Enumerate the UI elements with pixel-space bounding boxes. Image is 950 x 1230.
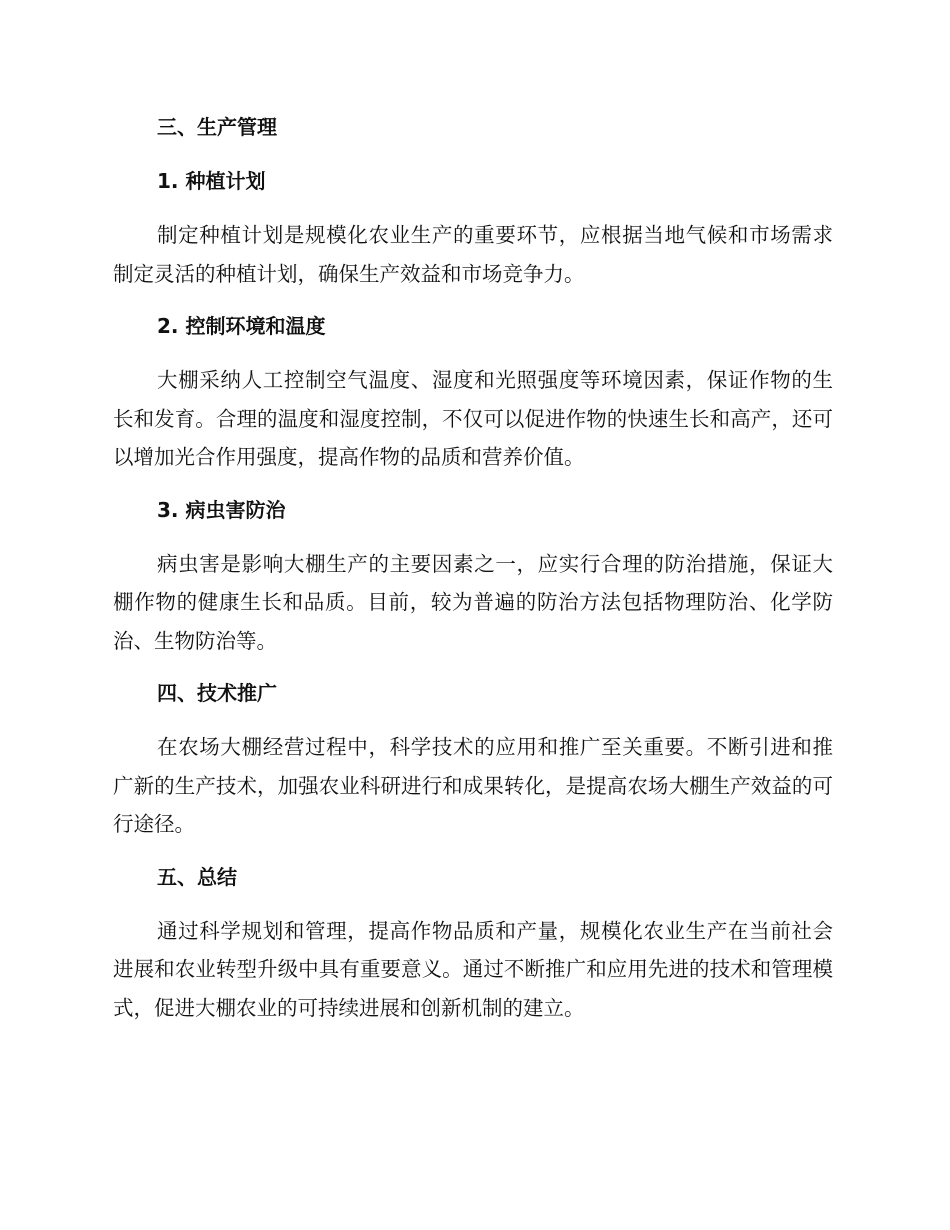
section-heading-summary: 五、总结 [157, 864, 237, 889]
paragraph-tech-promotion: 在农场大棚经营过程中，科学技术的应用和推广至关重要。不断引进和推广新的生产技术，加强农业科研进行和成果转化，是提高农场大棚生产效益的可行途径。 [113, 735, 833, 836]
subsection-heading-planting-plan: 1. 种植计划 [157, 169, 266, 193]
section-heading-tech-promotion: 四、技术推广 [157, 681, 277, 705]
paragraph-environment-control: 大棚采纳人工控制空气温度、湿度和光照强度等环境因素，保证作物的生长和发育。合理的温度和湿度控制，不仅可以促进作物的快速生长和高产，还可以增加光合作用强度，提高作物的品质和营养价值。 [113, 368, 833, 469]
paragraph-pest-control: 病虫害是影响大棚生产的主要因素之一，应实行合理的防治措施，保证大棚作物的健康生长和品质。目前，较为普遍的防治方法包括物理防治、化学防治、生物防治等。 [113, 551, 833, 653]
document-body [113, 108, 833, 1027]
paragraph-summary: 通过科学规划和管理，提高作物品质和产量，规模化农业生产在当前社会进展和农业转型升级中具有重要意义。通过不断推广和应用先进的技术和管理模式，促进大棚农业的可持续进展和创新机制的建立。 [113, 918, 833, 1020]
subsection-heading-environment-control: 2. 控制环境和温度 [157, 314, 326, 338]
subsection-heading-pest-control: 3. 病虫害防治 [157, 497, 286, 522]
section-heading-production-management: 三、生产管理 [157, 115, 277, 139]
paragraph-planting-plan: 制定种植计划是规模化农业生产的重要环节，应根据当地气候和市场需求制定灵活的种植计划，确保生产效益和市场竞争力。 [113, 223, 833, 286]
